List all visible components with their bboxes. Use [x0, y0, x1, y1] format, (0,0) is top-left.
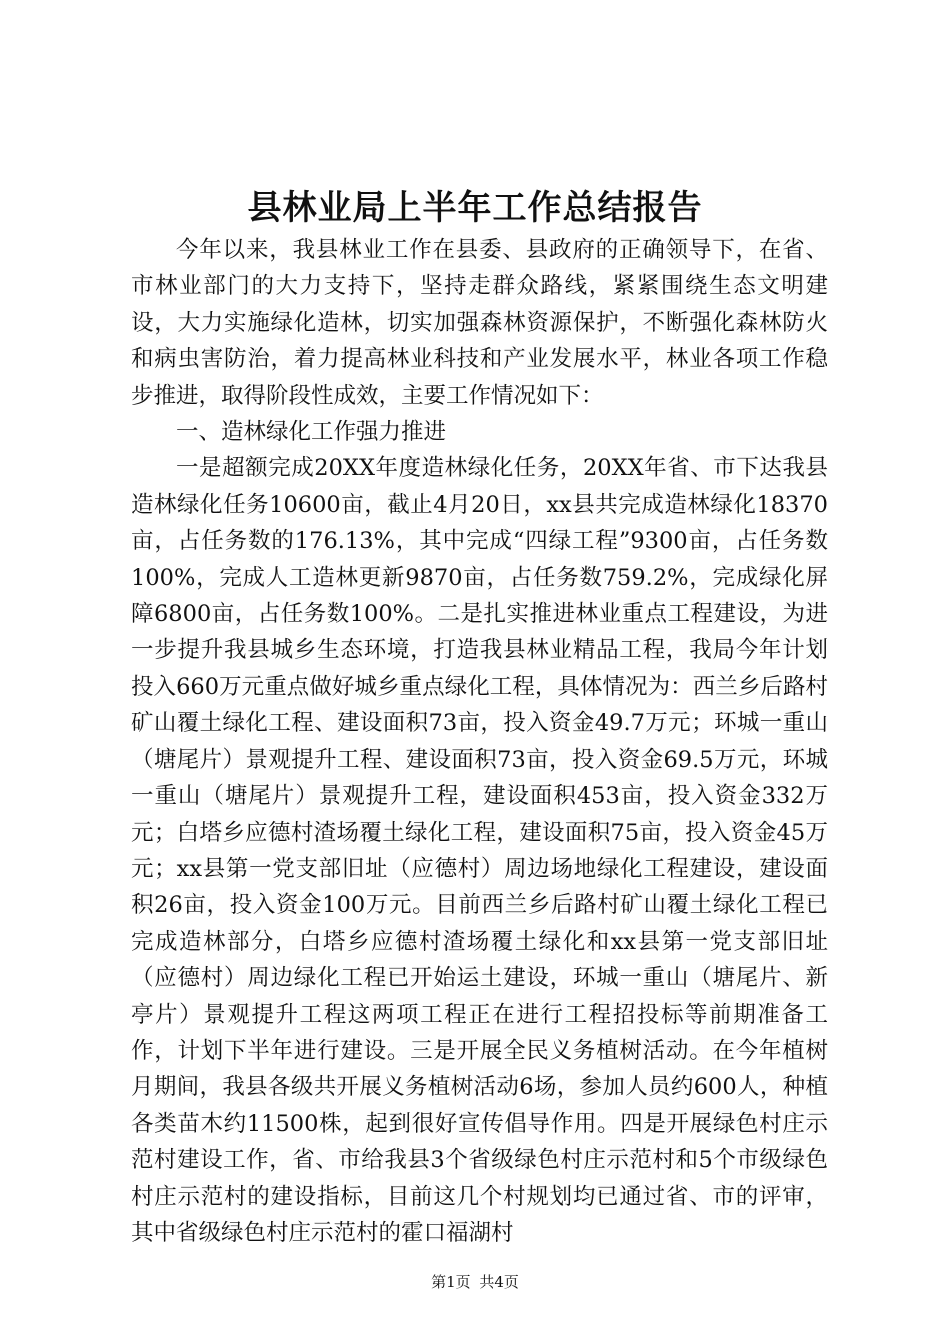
page-footer [0, 1272, 950, 1292]
paragraph-section-1: 一是超额完成20XX年度造林绿化任务，20XX年省、市下达我县造林绿化任务10600亩，截止4月20日，xx县共完成造林绿化18370亩，占任务数的176.13%，其中完成“四绿工程”9300亩，占任务数100%，完成人工造林更新9870亩，占任务数759.2%，完成绿化屏障6800亩，占任务数100%。二是扎实推进林业重点工程建设，为进一步提升我县城乡生态环境，打造我县林业精品工程，我局今年计划投入660万元重点做好城乡重点绿化工程，具体情况为：西兰乡后路村矿山覆土绿化工程、建设面积73亩，投入资金49.7万元；环城一重山（塘尾片）景观提升工程、建设面积73亩，投入资金69.5万元，环城一重山（塘尾片）景观提升工程，建设面积453亩，投入资金332万元；白塔乡应德村渣场覆土绿化工程，建设面积75亩，投入资金45万元；xx县第一党支部旧址（应德村）周边场地绿化工程建设，建设面积26亩，投入资金100万元。目前西兰乡后路村矿山覆土绿化工程已完成造林部分，白塔乡应德村渣场覆土绿化和xx县第一党支部旧址（应德村）周边绿化工程已开始运土建设，环城一重山（塘尾片、新亭片）景观提升工程这两项工程正在进行工程招投标等前期准备工作，计划下半年进行建设。三是开展全民义务植树活动。在今年植树月期间，我县各级共开展义务植树活动6场，参加人员约600人，种植各类苗木约11500株，起到很好宣传倡导作用。四是开展绿色村庄示范村建设工作，省、市给我县3个省级绿色村庄示范村和5个市级绿色村庄示范村的建设指标，目前这几个村规划均已通过省、市的评审，其中省级绿色村庄示范村的霍口福湖村 [131, 455, 828, 1246]
document-body [131, 232, 828, 1251]
section-heading-1: 一、造林绿化工作强力推进 [176, 419, 447, 446]
document-title: 县林业局上半年工作总结报告 [247, 188, 703, 228]
paragraph-intro: 今年以来，我县林业工作在县委、县政府的正确领导下，在省、市林业部门的大力支持下，坚持走群众路线，紧紧围绕生态文明建设，大力实施绿化造林，切实加强森林资源保护，不断强化森林防火和病虫害防治，着力提高林业科技和产业发展水平，林业各项工作稳步推进，取得阶段性成效，主要工作情况如下： [131, 237, 828, 409]
page-number: 第1页 [431, 1273, 471, 1291]
page-total: 共4页 [479, 1273, 519, 1291]
